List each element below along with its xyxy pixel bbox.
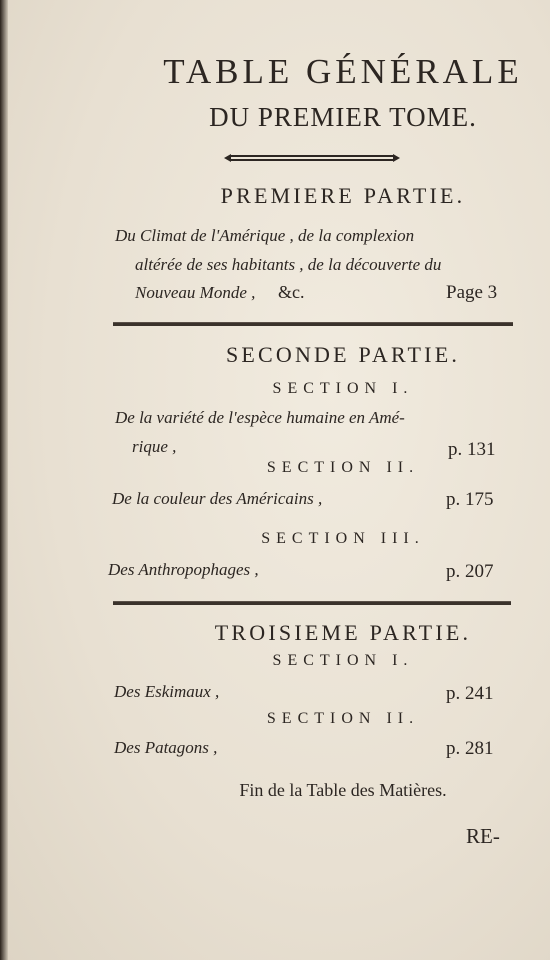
page-edge-shadow <box>0 0 8 960</box>
part1-page-number: Page 3 <box>446 282 498 303</box>
part3-section2-heading: SECTION II. <box>266 710 420 727</box>
part2-section1-page: p. 131 <box>448 439 496 460</box>
part2-section1-line1: De la variété de l'espèce humaine en Amé- <box>115 408 405 427</box>
part1-entry-line2: altérée de ses habitants , de la découverte du <box>135 255 442 274</box>
part2-section3-heading: SECTION III. <box>261 530 425 547</box>
part2-section2-page: p. 175 <box>446 489 494 510</box>
part1-etc: &c. <box>278 282 305 302</box>
part-divider-rule <box>113 601 511 605</box>
part3-section1-heading: SECTION I. <box>272 652 414 669</box>
part2-heading: SECONDE PARTIE. <box>225 342 461 367</box>
ornament-divider <box>222 150 402 166</box>
part2-section3-page: p. 207 <box>446 561 494 582</box>
part-divider-rule <box>113 322 513 326</box>
part1-entry-line1: Du Climat de l'Amérique , de la complexion <box>115 226 415 245</box>
part1-entry-line3: Nouveau Monde , <box>135 283 256 302</box>
part2-section2-line1: De la couleur des Américains , <box>112 489 323 508</box>
page-title: TABLE GÉNÉRALE <box>163 52 523 91</box>
part2-section1-line2: rique , <box>132 437 177 456</box>
page-subtitle: DU PREMIER TOME. <box>209 102 477 132</box>
part3-heading: TROISIEME PARTIE. <box>214 620 472 645</box>
part3-section1-line1: Des Eskimaux , <box>114 682 220 701</box>
part3-section2-page: p. 281 <box>446 738 494 759</box>
part3-section1-page: p. 241 <box>446 683 494 704</box>
part2-section1-heading: SECTION I. <box>272 380 414 397</box>
part2-section2-heading: SECTION II. <box>266 459 420 476</box>
end-of-table-note: Fin de la Table des Matières. <box>239 780 447 800</box>
part3-section2-line1: Des Patagons , <box>114 738 218 757</box>
part2-section3-line1: Des Anthropophages , <box>108 560 259 579</box>
catchword: RE- <box>466 824 500 848</box>
part1-heading: PREMIERE PARTIE. <box>220 183 466 208</box>
